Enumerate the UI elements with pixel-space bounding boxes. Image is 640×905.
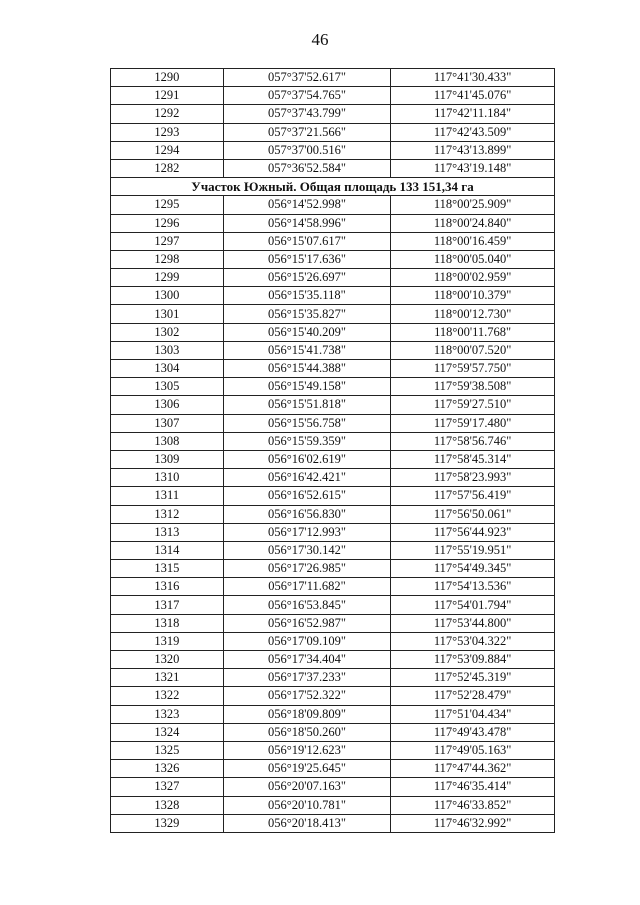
latitude-cell: 057°37'54.765" <box>223 87 391 105</box>
latitude-cell: 057°36'52.584" <box>223 159 391 177</box>
table-row <box>111 687 555 705</box>
latitude-cell: 056°15'56.758" <box>223 414 391 432</box>
point-number-cell: 1317 <box>111 596 224 614</box>
point-number-cell: 1326 <box>111 760 224 778</box>
latitude-cell: 056°15'35.827" <box>223 305 391 323</box>
table-row <box>111 796 555 814</box>
latitude-cell: 056°20'07.163" <box>223 778 391 796</box>
table-row <box>111 414 555 432</box>
latitude-cell: 057°37'52.617" <box>223 69 391 87</box>
latitude-cell: 056°18'09.809" <box>223 705 391 723</box>
table-row <box>111 705 555 723</box>
longitude-cell: 117°41'30.433" <box>391 69 555 87</box>
latitude-cell: 056°18'50.260" <box>223 723 391 741</box>
longitude-cell: 117°58'56.746" <box>391 432 555 450</box>
table-row <box>111 814 555 832</box>
table-row <box>111 360 555 378</box>
latitude-cell: 057°37'21.566" <box>223 123 391 141</box>
table-row <box>111 505 555 523</box>
point-number-cell: 1303 <box>111 341 224 359</box>
table-row <box>111 632 555 650</box>
table-row <box>111 141 555 159</box>
longitude-cell: 117°51'04.434" <box>391 705 555 723</box>
table-row <box>111 523 555 541</box>
table-row <box>111 432 555 450</box>
point-number-cell: 1329 <box>111 814 224 832</box>
coordinates-table <box>110 68 555 833</box>
longitude-cell: 117°52'45.319" <box>391 669 555 687</box>
latitude-cell: 056°16'52.615" <box>223 487 391 505</box>
latitude-cell: 056°20'10.781" <box>223 796 391 814</box>
longitude-cell: 118°00'10.379" <box>391 287 555 305</box>
point-number-cell: 1291 <box>111 87 224 105</box>
section-title: Участок Южный. Общая площадь 133 151,34 га <box>111 178 555 196</box>
point-number-cell: 1315 <box>111 560 224 578</box>
latitude-cell: 056°16'53.845" <box>223 596 391 614</box>
point-number-cell: 1324 <box>111 723 224 741</box>
table-row <box>111 469 555 487</box>
latitude-cell: 056°17'37.233" <box>223 669 391 687</box>
longitude-cell: 117°53'04.322" <box>391 632 555 650</box>
point-number-cell: 1310 <box>111 469 224 487</box>
point-number-cell: 1300 <box>111 287 224 305</box>
point-number-cell: 1325 <box>111 741 224 759</box>
longitude-cell: 118°00'05.040" <box>391 250 555 268</box>
latitude-cell: 056°17'11.682" <box>223 578 391 596</box>
latitude-cell: 056°17'52.322" <box>223 687 391 705</box>
point-number-cell: 1323 <box>111 705 224 723</box>
longitude-cell: 117°54'13.536" <box>391 578 555 596</box>
point-number-cell: 1306 <box>111 396 224 414</box>
table-row <box>111 450 555 468</box>
longitude-cell: 118°00'16.459" <box>391 232 555 250</box>
latitude-cell: 056°15'51.818" <box>223 396 391 414</box>
point-number-cell: 1297 <box>111 232 224 250</box>
point-number-cell: 1293 <box>111 123 224 141</box>
latitude-cell: 056°15'41.738" <box>223 341 391 359</box>
latitude-cell: 056°17'26.985" <box>223 560 391 578</box>
point-number-cell: 1304 <box>111 360 224 378</box>
table-row <box>111 250 555 268</box>
longitude-cell: 117°46'32.992" <box>391 814 555 832</box>
point-number-cell: 1319 <box>111 632 224 650</box>
latitude-cell: 056°17'34.404" <box>223 651 391 669</box>
latitude-cell: 057°37'43.799" <box>223 105 391 123</box>
table-row <box>111 669 555 687</box>
point-number-cell: 1299 <box>111 269 224 287</box>
longitude-cell: 117°43'13.899" <box>391 141 555 159</box>
longitude-cell: 117°43'19.148" <box>391 159 555 177</box>
point-number-cell: 1290 <box>111 69 224 87</box>
longitude-cell: 117°42'43.509" <box>391 123 555 141</box>
longitude-cell: 117°59'27.510" <box>391 396 555 414</box>
latitude-cell: 056°15'59.359" <box>223 432 391 450</box>
latitude-cell: 056°19'25.645" <box>223 760 391 778</box>
table-row <box>111 741 555 759</box>
longitude-cell: 117°55'19.951" <box>391 541 555 559</box>
longitude-cell: 117°52'28.479" <box>391 687 555 705</box>
longitude-cell: 117°57'56.419" <box>391 487 555 505</box>
point-number-cell: 1327 <box>111 778 224 796</box>
point-number-cell: 1309 <box>111 450 224 468</box>
longitude-cell: 117°46'35.414" <box>391 778 555 796</box>
longitude-cell: 117°58'45.314" <box>391 450 555 468</box>
point-number-cell: 1298 <box>111 250 224 268</box>
longitude-cell: 117°47'44.362" <box>391 760 555 778</box>
point-number-cell: 1312 <box>111 505 224 523</box>
longitude-cell: 117°42'11.184" <box>391 105 555 123</box>
latitude-cell: 056°20'18.413" <box>223 814 391 832</box>
latitude-cell: 056°16'52.987" <box>223 614 391 632</box>
table-row <box>111 287 555 305</box>
latitude-cell: 056°17'30.142" <box>223 541 391 559</box>
coordinates-table-body <box>111 69 555 833</box>
table-row <box>111 378 555 396</box>
longitude-cell: 117°58'23.993" <box>391 469 555 487</box>
table-row <box>111 87 555 105</box>
table-row <box>111 723 555 741</box>
table-row <box>111 323 555 341</box>
longitude-cell: 117°59'17.480" <box>391 414 555 432</box>
point-number-cell: 1308 <box>111 432 224 450</box>
longitude-cell: 117°56'50.061" <box>391 505 555 523</box>
longitude-cell: 117°46'33.852" <box>391 796 555 814</box>
table-row <box>111 232 555 250</box>
latitude-cell: 056°16'02.619" <box>223 450 391 468</box>
point-number-cell: 1318 <box>111 614 224 632</box>
longitude-cell: 117°49'43.478" <box>391 723 555 741</box>
table-row <box>111 596 555 614</box>
table-row <box>111 760 555 778</box>
latitude-cell: 056°15'40.209" <box>223 323 391 341</box>
longitude-cell: 117°54'49.345" <box>391 560 555 578</box>
table-row <box>111 614 555 632</box>
page-number: 46 <box>311 30 329 49</box>
point-number-cell: 1320 <box>111 651 224 669</box>
longitude-cell: 118°00'25.909" <box>391 196 555 214</box>
table-row <box>111 487 555 505</box>
longitude-cell: 117°59'57.750" <box>391 360 555 378</box>
point-number-cell: 1282 <box>111 159 224 177</box>
table-row <box>111 578 555 596</box>
point-number-cell: 1321 <box>111 669 224 687</box>
point-number-cell: 1294 <box>111 141 224 159</box>
point-number-cell: 1302 <box>111 323 224 341</box>
latitude-cell: 056°19'12.623" <box>223 741 391 759</box>
section-header-row <box>111 178 555 196</box>
latitude-cell: 056°15'17.636" <box>223 250 391 268</box>
table-row <box>111 196 555 214</box>
point-number-cell: 1295 <box>111 196 224 214</box>
longitude-cell: 117°49'05.163" <box>391 741 555 759</box>
latitude-cell: 056°16'42.421" <box>223 469 391 487</box>
latitude-cell: 056°15'26.697" <box>223 269 391 287</box>
latitude-cell: 056°15'44.388" <box>223 360 391 378</box>
table-row <box>111 651 555 669</box>
point-number-cell: 1305 <box>111 378 224 396</box>
point-number-cell: 1314 <box>111 541 224 559</box>
longitude-cell: 117°41'45.076" <box>391 87 555 105</box>
longitude-cell: 118°00'24.840" <box>391 214 555 232</box>
latitude-cell: 056°15'35.118" <box>223 287 391 305</box>
point-number-cell: 1328 <box>111 796 224 814</box>
table-row <box>111 541 555 559</box>
latitude-cell: 056°15'07.617" <box>223 232 391 250</box>
table-row <box>111 105 555 123</box>
latitude-cell: 056°14'58.996" <box>223 214 391 232</box>
longitude-cell: 118°00'07.520" <box>391 341 555 359</box>
table-row <box>111 560 555 578</box>
longitude-cell: 117°53'44.800" <box>391 614 555 632</box>
longitude-cell: 118°00'11.768" <box>391 323 555 341</box>
longitude-cell: 117°54'01.794" <box>391 596 555 614</box>
latitude-cell: 056°17'12.993" <box>223 523 391 541</box>
point-number-cell: 1313 <box>111 523 224 541</box>
longitude-cell: 117°59'38.508" <box>391 378 555 396</box>
table-row <box>111 778 555 796</box>
latitude-cell: 056°15'49.158" <box>223 378 391 396</box>
table-row <box>111 269 555 287</box>
longitude-cell: 118°00'02.959" <box>391 269 555 287</box>
point-number-cell: 1307 <box>111 414 224 432</box>
table-row <box>111 159 555 177</box>
longitude-cell: 118°00'12.730" <box>391 305 555 323</box>
latitude-cell: 056°17'09.109" <box>223 632 391 650</box>
table-row <box>111 214 555 232</box>
latitude-cell: 056°16'56.830" <box>223 505 391 523</box>
longitude-cell: 117°53'09.884" <box>391 651 555 669</box>
table-row <box>111 396 555 414</box>
point-number-cell: 1296 <box>111 214 224 232</box>
latitude-cell: 056°14'52.998" <box>223 196 391 214</box>
longitude-cell: 117°56'44.923" <box>391 523 555 541</box>
point-number-cell: 1301 <box>111 305 224 323</box>
point-number-cell: 1322 <box>111 687 224 705</box>
point-number-cell: 1316 <box>111 578 224 596</box>
table-row <box>111 305 555 323</box>
table-row <box>111 341 555 359</box>
point-number-cell: 1292 <box>111 105 224 123</box>
latitude-cell: 057°37'00.516" <box>223 141 391 159</box>
table-row <box>111 123 555 141</box>
table-row <box>111 69 555 87</box>
point-number-cell: 1311 <box>111 487 224 505</box>
